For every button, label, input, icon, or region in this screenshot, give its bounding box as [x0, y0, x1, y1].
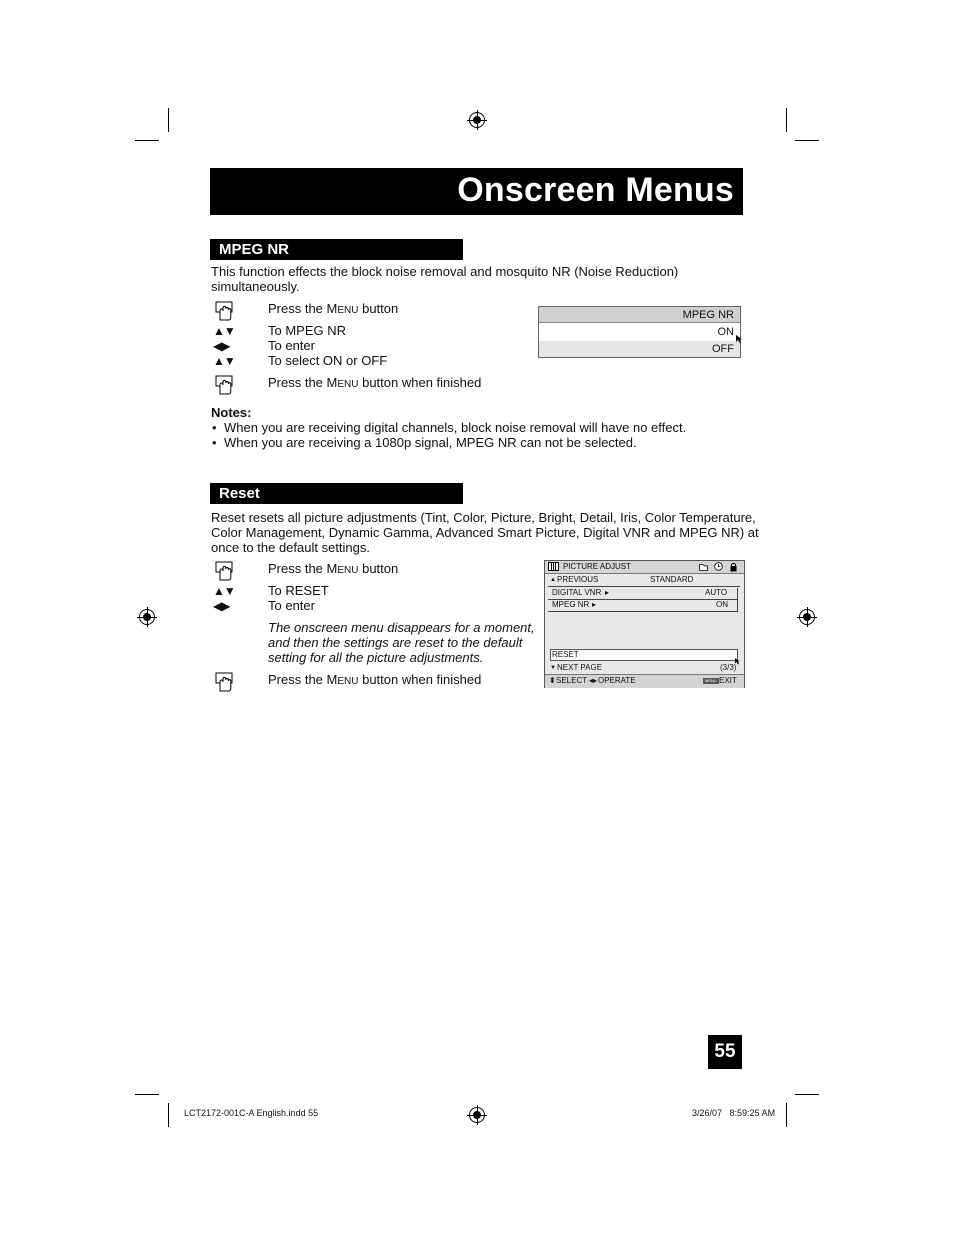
registration-mark-icon [469, 1107, 485, 1123]
exit-hint: EXIT [719, 676, 737, 685]
hand-press-icon [213, 300, 235, 322]
reset-italic-line2: and then the settings are reset to the default [268, 635, 523, 650]
cursor-icon [735, 334, 744, 344]
reset-step1: Press the MENU button [268, 561, 399, 576]
page-indicator: (3/3) [720, 663, 737, 672]
left-right-icon: ◂▸ [589, 676, 598, 685]
digital-vnr-value: AUTO [705, 588, 728, 597]
crop-mark [795, 140, 819, 141]
picture-icon [548, 562, 559, 571]
crop-mark [168, 1103, 169, 1127]
registration-mark-icon [469, 112, 485, 128]
up-down-arrows-icon: ▲▼ [213, 584, 235, 598]
left-right-arrows-icon: ◀▶ [213, 599, 230, 613]
mpeg-nr-heading: MPEG NR [210, 239, 463, 260]
mpeg-nr-step4: To select ON or OFF [268, 353, 388, 368]
hand-press-icon [213, 560, 235, 582]
page-title: Onscreen Menus [457, 171, 734, 209]
reset-intro-line2: Color Management, Dynamic Gamma, Advanced Smart Picture, Digital VNR and MPEG NR) at [211, 525, 759, 540]
up-down-icon: ⬍ [549, 676, 556, 685]
mpeg-nr-intro-line2: simultaneously. [211, 279, 300, 294]
registration-mark-icon [799, 609, 815, 625]
digital-vnr-item: DIGITAL VNR [552, 588, 602, 597]
crop-mark [786, 108, 787, 132]
reset-intro-line3: once to the default settings. [211, 540, 370, 555]
next-page-item: NEXT PAGE [557, 663, 603, 672]
page-number: 55 [708, 1035, 742, 1069]
down-triangle-icon: ▼ [550, 665, 556, 671]
reset-italic-line3: setting for all the picture adjustments. [268, 650, 484, 665]
reset-heading: Reset [210, 483, 463, 504]
registration-mark-icon [139, 609, 155, 625]
notes-heading: Notes: [211, 405, 252, 420]
lock-icon [730, 562, 737, 572]
hand-press-icon [213, 671, 235, 693]
folder-icon [699, 563, 708, 571]
mpeg-nr-step3: To enter [268, 338, 315, 353]
mpeg-nr-intro-line1: This function effects the block noise removal and mosquito NR (Noise Reduction) [211, 264, 679, 279]
note-2: When you are receiving a 1080p signal, MPEG NR can not be selected. [224, 435, 637, 450]
mpeg-nr-step1: Press the MENU button [268, 301, 399, 316]
hand-press-icon [213, 374, 235, 396]
previous-standard: STANDARD [650, 575, 694, 584]
title-bar [210, 168, 743, 215]
reset-item: RESET [552, 650, 579, 659]
note-bullet: • [212, 420, 217, 435]
mpeg-nr-item: MPEG NR [552, 600, 590, 609]
note-bullet: • [212, 435, 217, 450]
mpeg-nr-menu [538, 306, 741, 358]
clock-icon [714, 562, 723, 571]
reset-step4: Press the MENU button when finished [268, 672, 482, 687]
mpeg-nr-value: ON [716, 600, 728, 609]
mpeg-nr-option-on: ON [539, 324, 740, 340]
up-triangle-icon: ▲ [550, 577, 556, 583]
picture-adjust-title: PICTURE ADJUST [563, 562, 632, 571]
menu-key-icon: MENU [705, 678, 717, 683]
reset-step2: To RESET [268, 583, 329, 598]
crop-mark [168, 108, 169, 132]
select-hint: SELECT [556, 676, 588, 685]
operate-hint: OPERATE [598, 676, 636, 685]
mpeg-nr-option-off: OFF [539, 341, 740, 357]
crop-mark [135, 140, 159, 141]
left-right-arrows-icon: ◀▶ [213, 339, 230, 353]
previous-item: PREVIOUS [557, 575, 599, 584]
picture-adjust-menu [544, 560, 745, 688]
reset-step3: To enter [268, 598, 315, 613]
arrow-right-icon: ▸ [592, 600, 597, 609]
up-down-arrows-icon: ▲▼ [213, 354, 235, 368]
crop-mark [135, 1094, 159, 1095]
note-1: When you are receiving digital channels, block noise removal will have no effect. [224, 420, 687, 435]
footer-date: 3/26/07 8:59:25 AM [692, 1108, 776, 1118]
reset-italic-line1: The onscreen menu disappears for a moment, [268, 620, 535, 635]
crop-mark [795, 1094, 819, 1095]
reset-intro-line1: Reset resets all picture adjustments (Tint, Color, Picture, Bright, Detail, Iris, Color Temperature, [211, 510, 756, 525]
mpeg-nr-menu-title: MPEG NR [539, 307, 740, 323]
up-down-arrows-icon: ▲▼ [213, 324, 235, 338]
mpeg-nr-step5: Press the MENU button when finished [268, 375, 482, 390]
crop-mark [786, 1103, 787, 1127]
mpeg-nr-step2: To MPEG NR [268, 323, 347, 338]
arrow-right-icon: ▸ [605, 588, 610, 597]
footer-file: LCT2172-001C-A English.indd 55 [184, 1108, 319, 1118]
